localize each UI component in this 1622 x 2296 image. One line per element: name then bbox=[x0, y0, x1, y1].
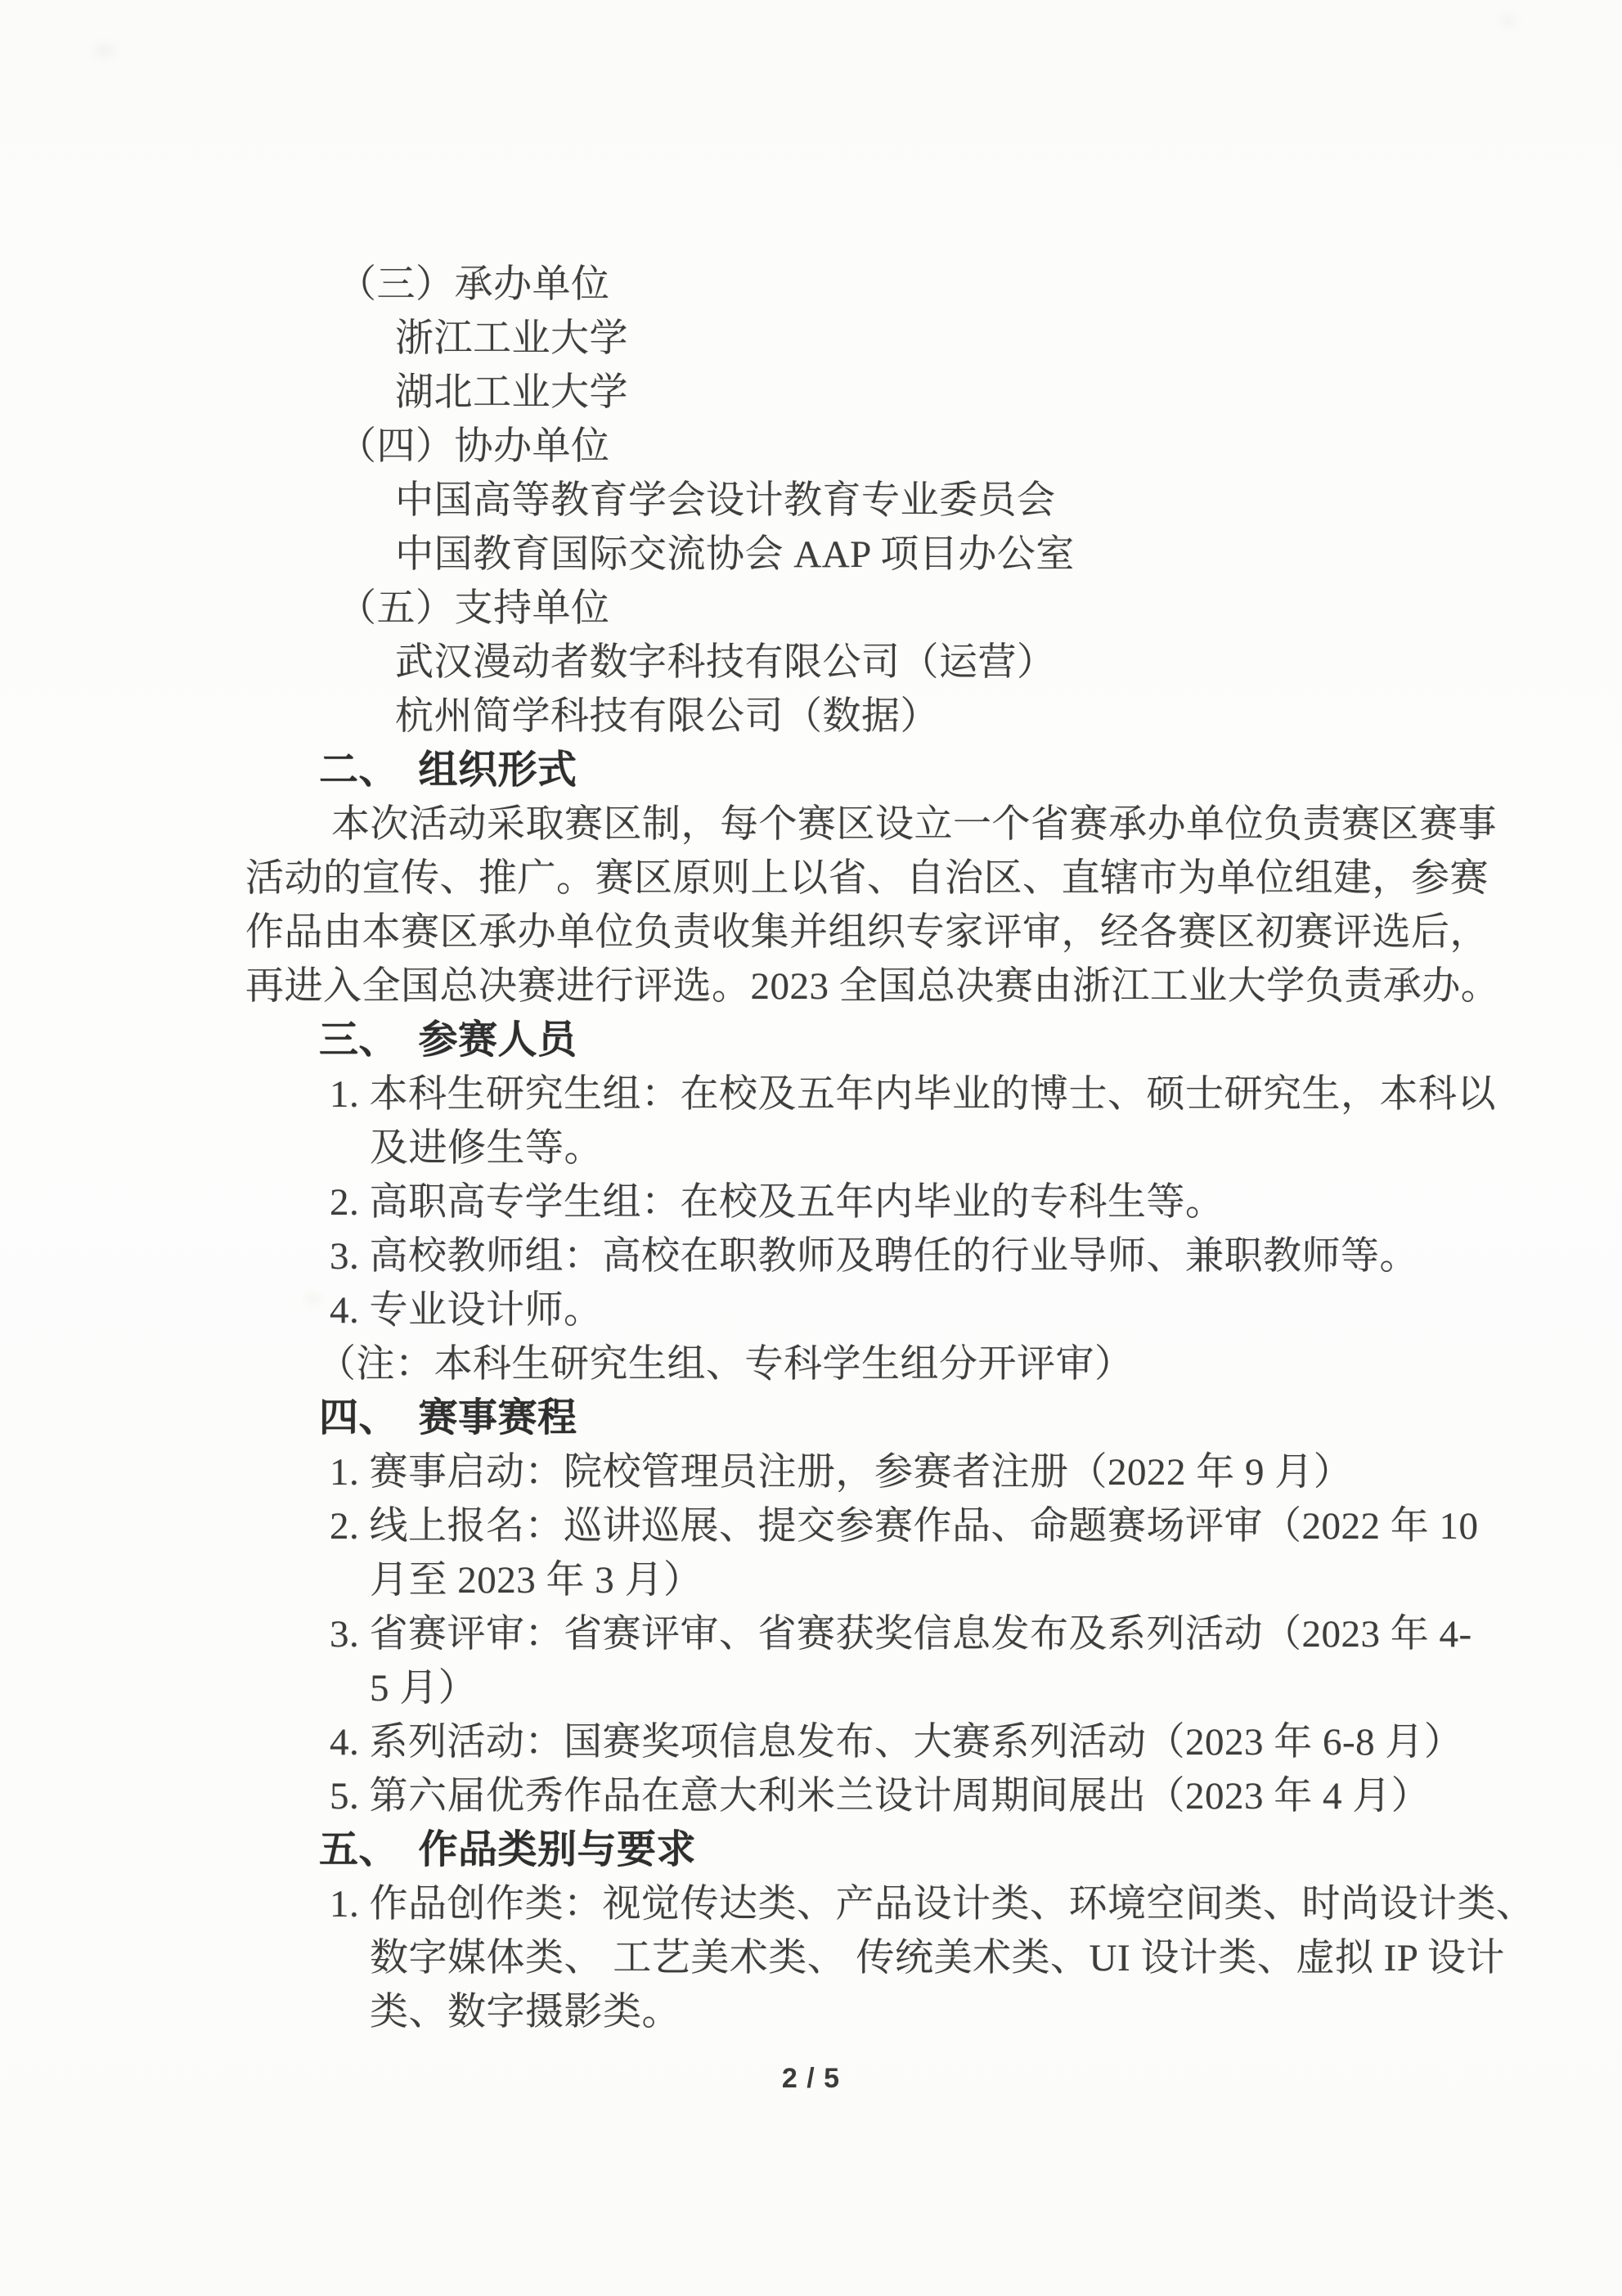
list-item: 3. 高校教师组：高校在职教师及聘任的行业导师、兼职教师等。 bbox=[330, 1235, 1418, 1278]
scan-artifact bbox=[94, 45, 115, 56]
list-item: 1. 作品创作类：视觉传达类、产品设计类、环境空间类、时尚设计类、 bbox=[330, 1883, 1535, 1925]
coorganizer-name: 中国高等教育学会设计教育专业委员会 bbox=[395, 479, 1056, 522]
list-item: 1. 本科生研究生组：在校及五年内毕业的博士、硕士研究生，本科以 bbox=[330, 1073, 1496, 1116]
list-item-continuation: 5 月） bbox=[370, 1667, 478, 1710]
section-heading-organization: 二、 组织形式 bbox=[319, 748, 577, 792]
list-item: 4. 系列活动：国赛奖项信息发布、大赛系列活动（2023 年 6-8 月） bbox=[330, 1721, 1463, 1764]
supporter-name: 武汉漫动者数字科技有限公司（运营） bbox=[395, 641, 1056, 684]
list-heading-organizer: （三）承办单位 bbox=[338, 263, 610, 306]
list-item: 2. 线上报名：巡讲巡展、提交参赛作品、命题赛场评审（2022 年 10 bbox=[330, 1505, 1479, 1548]
page-number: 2 / 5 bbox=[781, 2063, 841, 2094]
section-heading-categories: 五、 作品类别与要求 bbox=[319, 1828, 697, 1871]
note-line: （注：本科生研究生组、专科学生组分开评审） bbox=[317, 1343, 1134, 1386]
list-heading-supporter: （五）支持单位 bbox=[338, 587, 610, 630]
list-item: 2. 高职高专学生组：在校及五年内毕业的专科生等。 bbox=[330, 1181, 1224, 1224]
organizer-name: 湖北工业大学 bbox=[395, 371, 628, 414]
list-item: 5. 第六届优秀作品在意大利米兰设计周期间展出（2023 年 4 月） bbox=[330, 1775, 1431, 1817]
list-item: 1. 赛事启动：院校管理员注册，参赛者注册（2022 年 9 月） bbox=[330, 1451, 1353, 1494]
list-item: 4. 专业设计师。 bbox=[330, 1289, 603, 1332]
coorganizer-name: 中国教育国际交流协会 AAP 项目办公室 bbox=[395, 533, 1075, 576]
scan-artifact bbox=[1501, 16, 1516, 26]
list-item-continuation: 数字媒体类、 工艺美术类、 传统美术类、UI 设计类、虚拟 IP 设计 bbox=[370, 1937, 1505, 1979]
supporter-name: 杭州简学科技有限公司（数据） bbox=[395, 695, 939, 738]
paragraph-line: 作品由本赛区承办单位负责收集并组织专家评审，经各赛区初赛评选后， bbox=[245, 911, 1489, 954]
organizer-name: 浙江工业大学 bbox=[395, 317, 628, 360]
paragraph-line: 活动的宣传、推广。赛区原则上以省、自治区、直辖市为单位组建，参赛 bbox=[245, 857, 1489, 900]
list-item-continuation: 及进修生等。 bbox=[370, 1127, 603, 1170]
list-item-continuation: 月至 2023 年 3 月） bbox=[370, 1559, 703, 1602]
section-heading-schedule: 四、 赛事赛程 bbox=[319, 1396, 577, 1440]
paragraph-line: 再进入全国总决赛进行评选。2023 全国总决赛由浙江工业大学负责承办。 bbox=[245, 965, 1500, 1008]
section-heading-participants: 三、 参赛人员 bbox=[319, 1018, 577, 1062]
list-item: 3. 省赛评审：省赛评审、省赛获奖信息发布及系列活动（2023 年 4- bbox=[330, 1613, 1472, 1656]
list-item-continuation: 类、数字摄影类。 bbox=[370, 1991, 681, 2033]
document-body bbox=[0, 258, 1622, 2039]
paragraph-line: 本次活动采取赛区制，每个赛区设立一个省赛承办单位负责赛区赛事 bbox=[331, 803, 1497, 846]
list-heading-coorganizer: （四）协办单位 bbox=[338, 425, 610, 468]
